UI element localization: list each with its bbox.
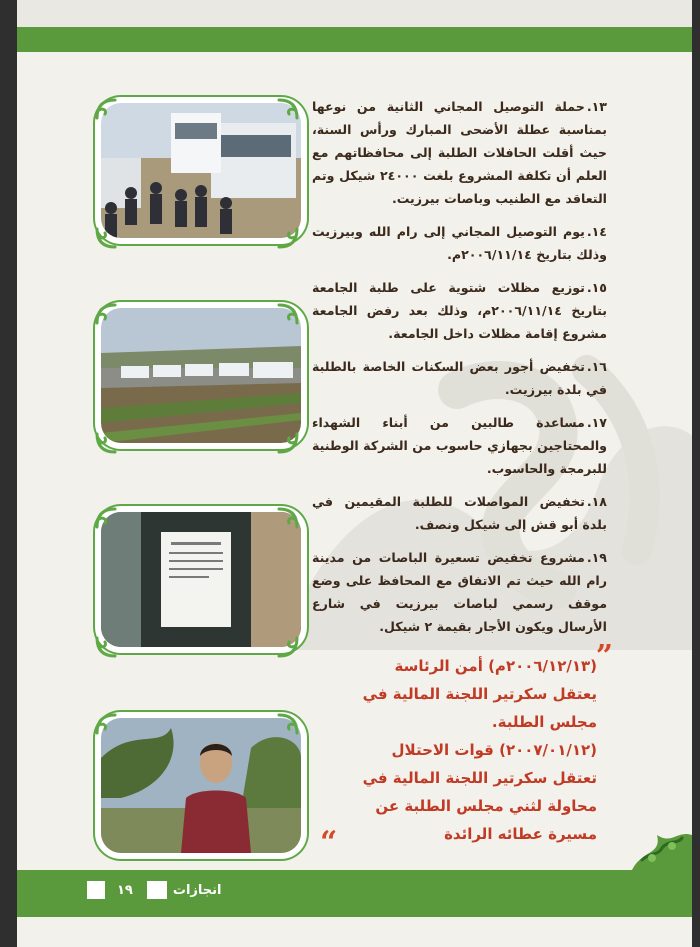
swirl-ornament-icon [93, 430, 119, 456]
item-text: مساعدة طالبين من أبناء الشهداء والمحتاجين بجهازي حاسوب من الشركة الوطنية للبرمجة والحاسوب. [312, 415, 607, 476]
swirl-ornament-icon [275, 96, 301, 122]
top-green-bar [17, 27, 692, 52]
swirl-ornament-icon [275, 505, 301, 531]
item-number: ١٨. [586, 494, 607, 509]
footer-title: انجازات [172, 882, 222, 898]
list-item [312, 95, 607, 210]
swirl-ornament-icon [93, 225, 119, 251]
quote-line: مسيرة عطائه الرائدة [444, 825, 597, 843]
quote-line: يعتقل سكرتير اللجنة المالية في [362, 685, 597, 703]
quote-line: مجلس الطلبة. [491, 713, 597, 731]
highlight-quote [312, 639, 613, 860]
swirl-ornament-icon [275, 301, 301, 327]
item-text: مشروع تخفيض تسعيرة الباصات من مدينة رام الله حيث تم الاتفاق مع المحافظ على وضع موقف رسمي لباصات بيرزيت في شارع الأرسال ويكون الأجار بقيمة ٢ شيكل. [312, 550, 607, 634]
item-number: ١٣. [586, 99, 607, 114]
swirl-ornament-icon [93, 634, 119, 660]
swirl-ornament-icon [93, 711, 119, 737]
item-text: توزيع مظلات شتوية على طلبة الجامعة بتاريخ ٢٠٠٦/١١/١٤م، وذلك بعد رفض الجامعة مشروع إقامة مظلات داخل الجامعة. [312, 280, 607, 341]
item-number: ١٤. [586, 224, 607, 239]
quote-line: (٢٠٠٧/٠١/١٢) قوات الاحتلال [391, 741, 597, 759]
item-number: ١٦. [586, 359, 607, 374]
footer-pager [87, 879, 221, 901]
list-item [312, 546, 607, 638]
list-item [312, 411, 607, 480]
list-item [312, 276, 607, 345]
swirl-ornament-icon [275, 225, 301, 251]
footer-square-icon [87, 881, 105, 899]
brochure-page [17, 0, 692, 947]
swirl-ornament-icon [275, 634, 301, 660]
quote-close-icon: “ [320, 825, 338, 860]
footer-bar-icon [147, 881, 167, 899]
swirl-ornament-icon [93, 301, 119, 327]
page-number: ١٩ [117, 882, 133, 898]
list-item [312, 220, 607, 266]
quote-line: تعتقل سكرتير اللجنة المالية في [362, 769, 597, 787]
item-text: تخفيض أجور بعض السكنات الخاصة بالطلبة في بلدة بيرزيت. [312, 359, 607, 397]
achievements-list [312, 95, 607, 648]
item-number: ١٧. [586, 415, 607, 430]
quote-open-icon: ” [595, 639, 613, 674]
item-text: يوم التوصيل المجاني إلى رام الله وبيرزيت وذلك بتاريخ ٢٠٠٦/١١/١٤م. [312, 224, 607, 262]
item-number: ١٥. [586, 280, 607, 295]
swirl-ornament-icon [275, 711, 301, 737]
item-text: تخفيض المواصلات للطلبة المقيمين في بلدة أبو قش إلى شيكل ونصف. [312, 494, 607, 532]
list-item [312, 355, 607, 401]
list-item [312, 490, 607, 536]
quote-line: (٢٠٠٦/١٢/١٣م) أمن الرئاسة [394, 657, 597, 675]
item-text: حملة التوصيل المجاني الثانية من نوعها بمناسبة عطلة الأضحى المبارك ورأس السنة، حيث أقلت الحافلات الطلبة إلى محافظاتهم مع العلم أن تكلفة المشروع بلغت ٢٤٠٠٠ شيكل وتم التعاقد مع الطنيب وباصات بيرزيت. [312, 99, 608, 206]
item-number: ١٩. [586, 550, 607, 565]
swirl-ornament-icon [275, 430, 301, 456]
swirl-ornament-icon [93, 96, 119, 122]
quote-line: محاولة لثني مجلس الطلبة عن [375, 797, 597, 815]
swirl-ornament-icon [93, 505, 119, 531]
